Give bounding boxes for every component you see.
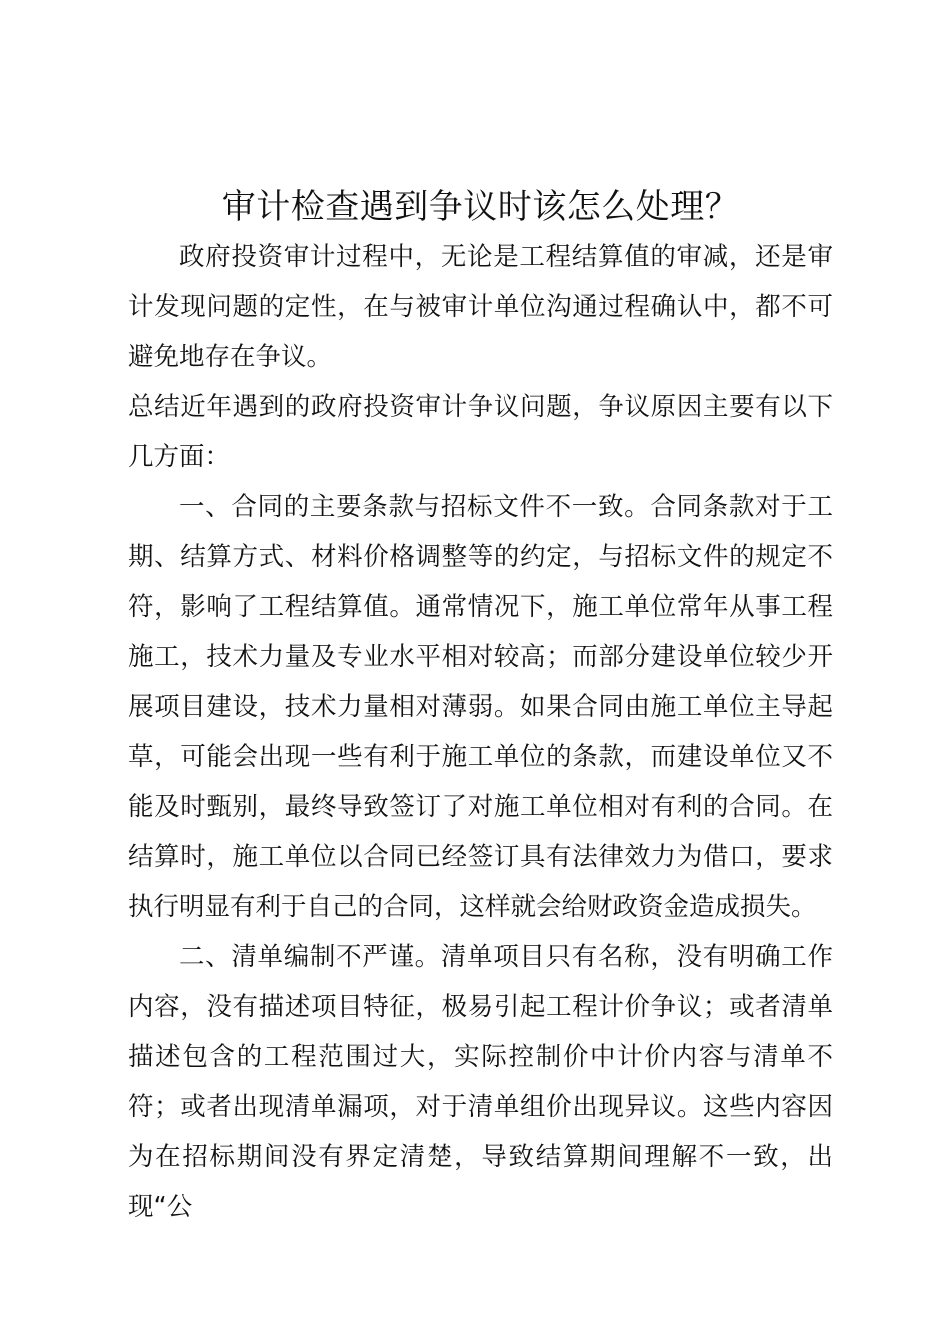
paragraph-point-one: 一、合同的主要条款与招标文件不一致。合同条款对于工期、结算方式、材料价格调整等的约定，与招标文件的规定不符，影响了工程结算值。通常情况下，施工单位常年从事工程施工，技术力量及专业水平相对较高；而部分建设单位较少开展项目建设，技术力量相对薄弱。如果合同由施工单位主导起草，可能会出现一些有利于施工单位的条款，而建设单位又不能及时甄别，最终导致签订了对施工单位相对有利的合同。在结算时，施工单位以合同已经签订具有法律效力为借口，要求执行明显有利于自己的合同，这样就会给财政资金造成损失。 <box>128 492 833 922</box>
paragraph-summary: 总结近年遇到的政府投资审计争议问题，争议原因主要有以下几方面： <box>128 392 833 472</box>
document-body <box>128 232 833 1232</box>
paragraph-point-two: 二、清单编制不严谨。清单项目只有名称，没有明确工作内容，没有描述项目特征，极易引起工程计价争议；或者清单描述包含的工程范围过大，实际控制价中计价内容与清单不符；或者出现清单漏项，对于清单组价出现异议。这些内容因为在招标期间没有界定清楚，导致结算期间理解不一致，出现“公 <box>128 942 833 1222</box>
paragraph-intro: 政府投资审计过程中，无论是工程结算值的审减，还是审计发现问题的定性，在与被审计单位沟通过程确认中，都不可避免地存在争议。 <box>128 242 833 372</box>
document-title: 审计检查遇到争议时该怎么处理？ <box>221 187 740 227</box>
